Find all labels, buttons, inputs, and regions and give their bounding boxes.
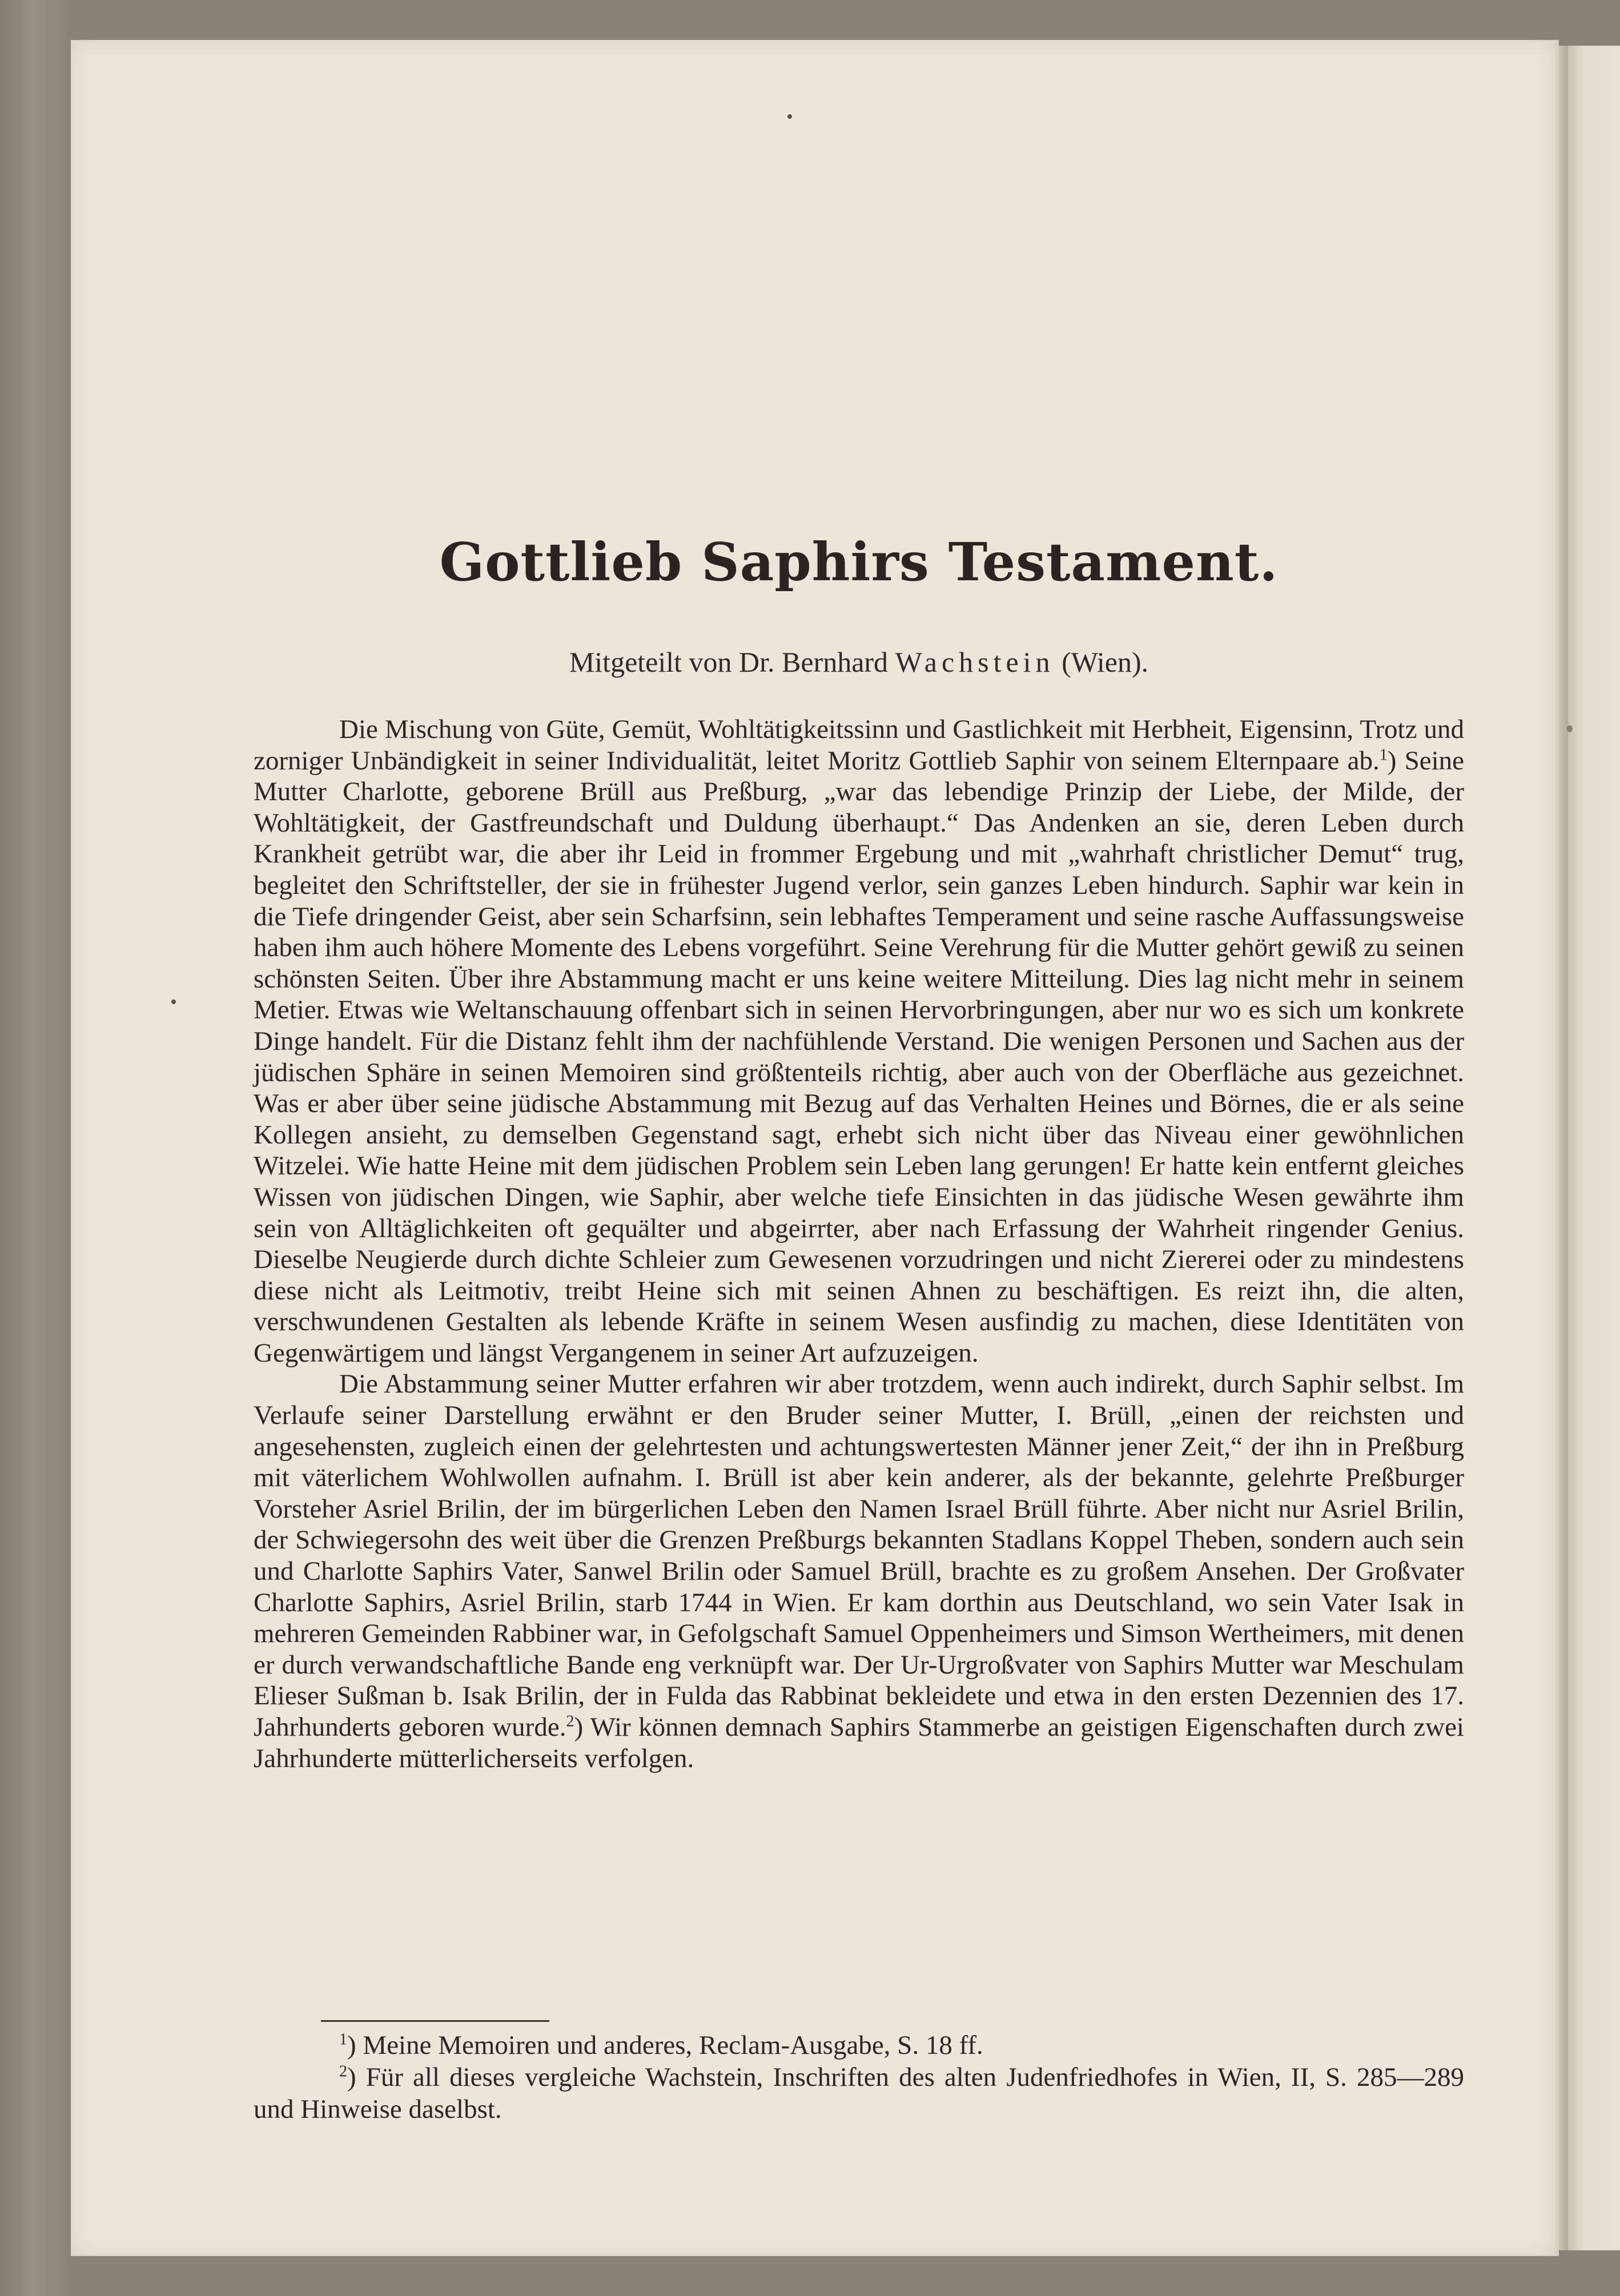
- footnote-divider: [321, 2020, 549, 2022]
- body-paragraph: [254, 714, 1464, 1368]
- paragraph-text: ) Wir können demnach Saphirs Stammerbe an geistigen Eigenschaften durch zwei Jahrhunderte mütterlicherseits verfolgen.: [254, 1712, 1464, 1773]
- footnote-reference: 2: [566, 1712, 574, 1731]
- body-paragraph: [254, 1368, 1464, 1774]
- paper-speck: [787, 114, 792, 119]
- footnote: [254, 2029, 1464, 2061]
- article-byline: [254, 645, 1464, 679]
- article-body: [254, 714, 1464, 1774]
- paragraph-text: Die Abstammung seiner Mutter erfahren wir aber trotzdem, wenn auch indirekt, durch Saphir selbst. Im Verlaufe seiner Darstellung erwähnt er den Bruder seiner Mutter, I. Brüll, „einen der reichsten und angesehensten, zugleich einen der gelehrtesten und achtungswertesten Männer jener Zeit,“ der ihn in Preßburg mit väterlichem Wohlwollen aufnahm. I. Brüll ist aber kein anderer, als der bekannte, gelehrte Preßburger Vorsteher Asriel Brilin, der im bürgerlichen Leben den Namen Israel Brüll führte. Aber nicht nur Asriel Brilin, der Schwiegersohn des weit über die Grenzen Preßburgs bekannten Stadlans Koppel Theben, sondern auch sein und Charlotte Saphirs Vater, Sanwel Brilin oder Samuel Brüll, brachte es zu großem Ansehen. Der Großvater Charlotte Saphirs, Asriel Brilin, starb 1744 in Wien. Er kam dorthin aus Deutschland, wo sein Vater Isak in mehreren Gemeinden Rabbiner war, in Gefolgschaft Samuel Oppenheimers und Simson Wertheimers, mit denen er durch verwandschaftliche Bande eng verknüpft war. Der Ur-Urgroßvater von Saphirs Mutter war Meschulam Elieser Sußman b. Isak Brilin, der in Fulda das Rabbinat bekleidete und etwa in den ersten Dezennien des 17. Jahrhunderts geboren wurde.: [254, 1369, 1464, 1742]
- paper-speck: [171, 1000, 176, 1004]
- footnote-reference: 1: [1379, 745, 1388, 764]
- footnotes-section: [254, 2029, 1464, 2125]
- byline-author-surname: Wachstein: [895, 646, 1055, 678]
- article-title: Gottlieb Saphirs Testament.: [439, 531, 1279, 593]
- footnote-marker: 2: [339, 2062, 347, 2081]
- paper-speck: [1567, 725, 1573, 732]
- adjacent-page-edge: [1567, 46, 1620, 2250]
- footnote-marker: 1: [339, 2030, 347, 2049]
- paragraph-text: ) Seine Mutter Charlotte, geborene Brüll aus Preßburg, „war das lebendige Prinzip der Liebe, der Milde, der Wohltätigkeit, der Gastfreundschaft und Duldung überhaupt.“ Das Andenken an sie, deren Leben durch Krankheit getrübt war, die aber ihr Leid in frommer Ergebung und mit „wahrhaft christlicher Demut“ trug, begleitet den Schriftsteller, der sie in frühester Jugend verlor, sein ganzes Leben hindurch. Saphir war kein in die Tiefe dringender Geist, aber sein Scharfsinn, sein lebhaftes Temperament und seine rasche Auffassungsweise haben ihm auch höhere Momente des Lebens vorgeführt. Seine Verehrung für die Mutter gehört gewiß zu seinen schönsten Seiten. Über ihre Abstammung macht er uns keine weitere Mitteilung. Dies lag nicht mehr in seinem Metier. Etwas wie Weltanschauung offenbart sich in seinen Hervorbringungen, aber nur wo es sich um konkrete Dinge handelt. Für die Distanz fehlt ihm der nachfühlende Verstand. Die wenigen Personen und Sachen aus der jüdischen Sphäre in seinen Memoiren sind größtenteils richtig, aber auch von der Oberfläche aus gezeichnet. Was er aber über seine jüdische Abstammung mit Bezug auf das Verhalten Heines und Börnes, die er als seine Kollegen ansieht, zu demselben Gegenstand sagt, erhebt sich nicht über das Niveau einer gewöhnlichen Witzelei. Wie hatte Heine mit dem jüdischen Problem sein Leben lang gerungen! Er hatte kein entfernt gleiches Wissen von jüdischen Dingen, wie Saphir, aber welche tiefe Einsichten in das jüdische Wesen gewährte ihm sein von Alltäglichkeiten oft gequälter und abgeirrter, aber nach Erfassung der Wahrheit ringender Genius. Dieselbe Neugierde durch dichte Schleier zum Gewesenen vorzudringen und nicht Ziererei oder zu mindestens diese nicht als Leitmotiv, treibt Heine sich mit seinen Ahnen zu beschäftigen. Es reizt ihn, die alten, verschwundenen Gestalten als lebende Kräfte in seinem Wesen ausfindig zu machen, diese Identitäten von Gegenwärtigem und längst Vergangenem in seiner Art aufzuzeigen.: [254, 745, 1464, 1368]
- footnote-text: ) Meine Memoiren und anderes, Reclam-Ausgabe, S. 18 ff.: [347, 2030, 983, 2060]
- paragraph-text: Die Mischung von Güte, Gemüt, Wohltätigkeitssinn und Gastlichkeit mit Herbheit, Eigensinn, Trotz und zorniger Unbändigkeit in seiner Individualität, leitet Moritz Gottlieb Saphir von seinem Elternpaare ab.: [254, 715, 1464, 776]
- footnote-text: ) Für all dieses vergleiche Wachstein, Inschriften des alten Judenfriedhofes in Wien, II, S. 285—289 und Hinweise daselbst.: [254, 2062, 1464, 2124]
- footnote: [254, 2061, 1464, 2125]
- byline-suffix: (Wien).: [1054, 646, 1149, 678]
- byline-prefix: Mitgeteilt von Dr. Bernhard: [569, 646, 895, 678]
- document-page: [71, 40, 1559, 2256]
